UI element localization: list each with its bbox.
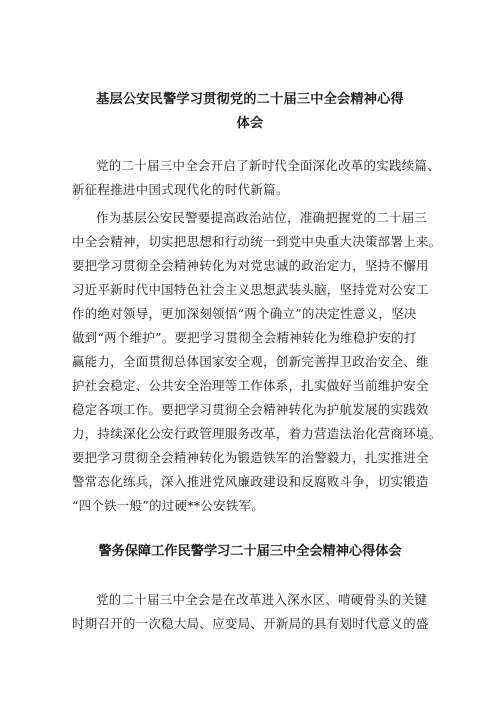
- body-line: 要把学习贯彻全会精神转化为对党忠诚的政治定力，坚持不懈用: [72, 258, 429, 273]
- body-line: 护社会稳定、公共安全治理等工作体系，扎实做好当前维护安全: [72, 378, 429, 393]
- article-1-title-line-2: 体会: [236, 116, 264, 131]
- body-line: 党的二十届三中全会开启了新时代全面深化改革的实践续篇、: [96, 158, 440, 173]
- body-line: 稳定各项工作。要把学习贯彻全会精神转化为护航发展的实践效: [72, 402, 429, 417]
- body-line: 要把学习贯彻全会精神转化为锻造铁军的治警毅力，扎实推进全: [72, 450, 429, 465]
- body-line: 做到“两个维护”。要把学习贯彻全会精神转化为维稳护安的打: [72, 330, 417, 345]
- body-line: 力，持续深化公安行政管理服务改革，着力营造法治化营商环境。: [72, 426, 442, 441]
- body-line: 赢能力，全面贯彻总体国家安全观，创新完善捍卫政治安全、维: [72, 354, 429, 369]
- article-2-title: 警务保障工作民警学习二十届三中全会精神心得体会: [98, 544, 402, 559]
- body-line: 警常态化练兵，深入推进党风廉政建设和反腐败斗争，切实锻造: [72, 474, 429, 489]
- body-line: 习近平新时代中国特色社会主义思想武装头脑，坚持党对公安工: [72, 282, 429, 297]
- article-1-title: [60, 88, 440, 136]
- body-line: 作为基层公安民警要提高政治站位，准确把握党的二十届三: [96, 210, 428, 225]
- body-line: 中全会精神，切实把思想和行动统一到党中央重大决策部署上来。: [72, 234, 442, 249]
- body-line: 时期召开的一次稳大局、应变局、开新局的具有划时代意义的盛: [72, 616, 429, 631]
- body-line: 新征程推进中国式现代化的时代新篇。: [72, 182, 289, 197]
- article-1-title-line-1: 基层公安民警学习贯彻党的二十届三中全会精神心得: [96, 92, 404, 107]
- body-line: 作的绝对领导，更加深刻领悟“两个确立”的决定性意义，坚决: [72, 306, 417, 321]
- body-line: 党的二十届三中全会是在改革进入深水区、啃硬骨头的关键: [96, 592, 428, 607]
- body-line: “四个铁一般”的过硬**公安铁军。: [72, 498, 265, 513]
